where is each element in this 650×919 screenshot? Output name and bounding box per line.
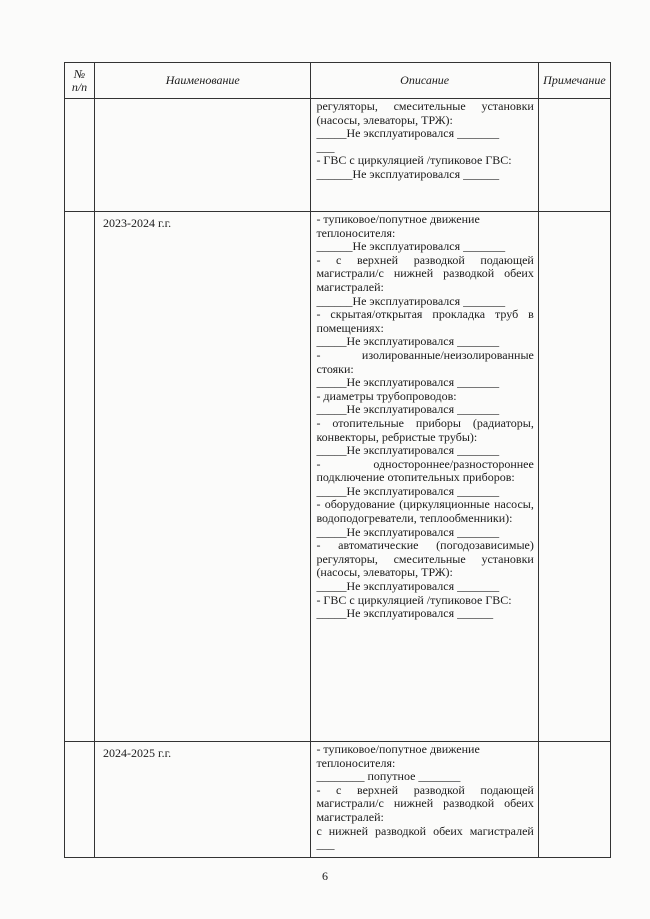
description-line: с нижней разводкой обеих магистралей ___ <box>316 823 537 852</box>
description-line: _____Не эксплуатировался _______ <box>316 579 500 594</box>
description-line: - оборудование (циркуляционные насосы, водоподогреватели, теплообменники): <box>316 497 537 526</box>
description-line: _____Не эксплуатировался _______ <box>316 443 500 458</box>
row-note-cell <box>538 742 610 858</box>
description-line: - диаметры трубопроводов: <box>316 388 457 403</box>
description-line: - с верхней разводкой подающей магистрали/с нижней разводкой обеих магистралей: <box>316 782 537 824</box>
description-line: _____Не эксплуатировался _______ <box>316 126 500 141</box>
row-desc-cell <box>311 212 538 742</box>
description-line: - тупиковое/попутное движение теплоносителя: <box>316 212 483 240</box>
table-row <box>65 212 611 742</box>
description-line: - отопительные приборы (радиаторы, конвекторы, ребристые трубы): <box>316 415 537 444</box>
header-desc: Описание <box>311 63 538 99</box>
row-num-cell <box>65 742 95 858</box>
row-note-cell <box>538 99 610 212</box>
header-note: Примечание <box>538 63 610 99</box>
description-line: - ГВС с циркуляцией /тупиковое ГВС: <box>316 592 512 607</box>
description-line: - изолированные/неизолированные стояки: <box>316 347 537 376</box>
description-line: - тупиковое/попутное движение теплоносителя: <box>316 742 483 770</box>
description-line: _____Не эксплуатировался _______ <box>316 483 500 498</box>
table-row <box>65 742 611 858</box>
description-line: - одностороннее/разностороннее подключение отопительных приборов: <box>316 456 537 485</box>
description-line: ______Не эксплуатировался _______ <box>316 293 506 308</box>
description-line: ________ попутное _______ <box>316 769 461 784</box>
row-num-cell <box>65 212 95 742</box>
row-desc-cell <box>311 742 538 858</box>
description-line: ___ <box>316 139 335 154</box>
table-row <box>65 99 611 212</box>
description-line: _____Не эксплуатировался _______ <box>316 334 500 349</box>
page-number: 6 <box>322 869 328 883</box>
description-line: регуляторы, смесительные установки (насосы, элеваторы, ТРЖ): <box>316 99 537 127</box>
row-name-cell: 2024-2025 г.г. <box>95 742 311 858</box>
description-line: - автоматические (погодозависимые) регуляторы, смесительные установки (насосы, элеваторы, ТРЖ): <box>316 538 537 580</box>
description-line: - скрытая/открытая прокладка труб в помещениях: <box>316 307 537 335</box>
row-num-cell <box>65 99 95 212</box>
header-name: Наименование <box>95 63 311 99</box>
row-name-cell <box>95 99 311 212</box>
description-line: ______Не эксплуатировался _______ <box>316 239 506 254</box>
description-line: _____Не эксплуатировался _______ <box>316 402 500 417</box>
description-line: _____Не эксплуатировался _______ <box>316 524 500 539</box>
row-name-cell: 2023-2024 г.г. <box>95 212 311 742</box>
description-line: - с верхней разводкой подающей магистрали/с нижней разводкой обеих магистралей: <box>316 252 537 294</box>
description-line: _____Не эксплуатировался ______ <box>316 606 494 621</box>
row-note-cell <box>538 212 610 742</box>
description-line: _____Не эксплуатировался _______ <box>316 375 500 390</box>
header-num: № п/п <box>65 63 95 99</box>
description-line: ______Не эксплуатировался ______ <box>316 166 500 181</box>
table-header-row <box>65 63 611 99</box>
row-desc-cell <box>311 99 538 212</box>
description-line: - ГВС с циркуляцией /тупиковое ГВС: <box>316 153 512 168</box>
description-table <box>64 62 611 858</box>
